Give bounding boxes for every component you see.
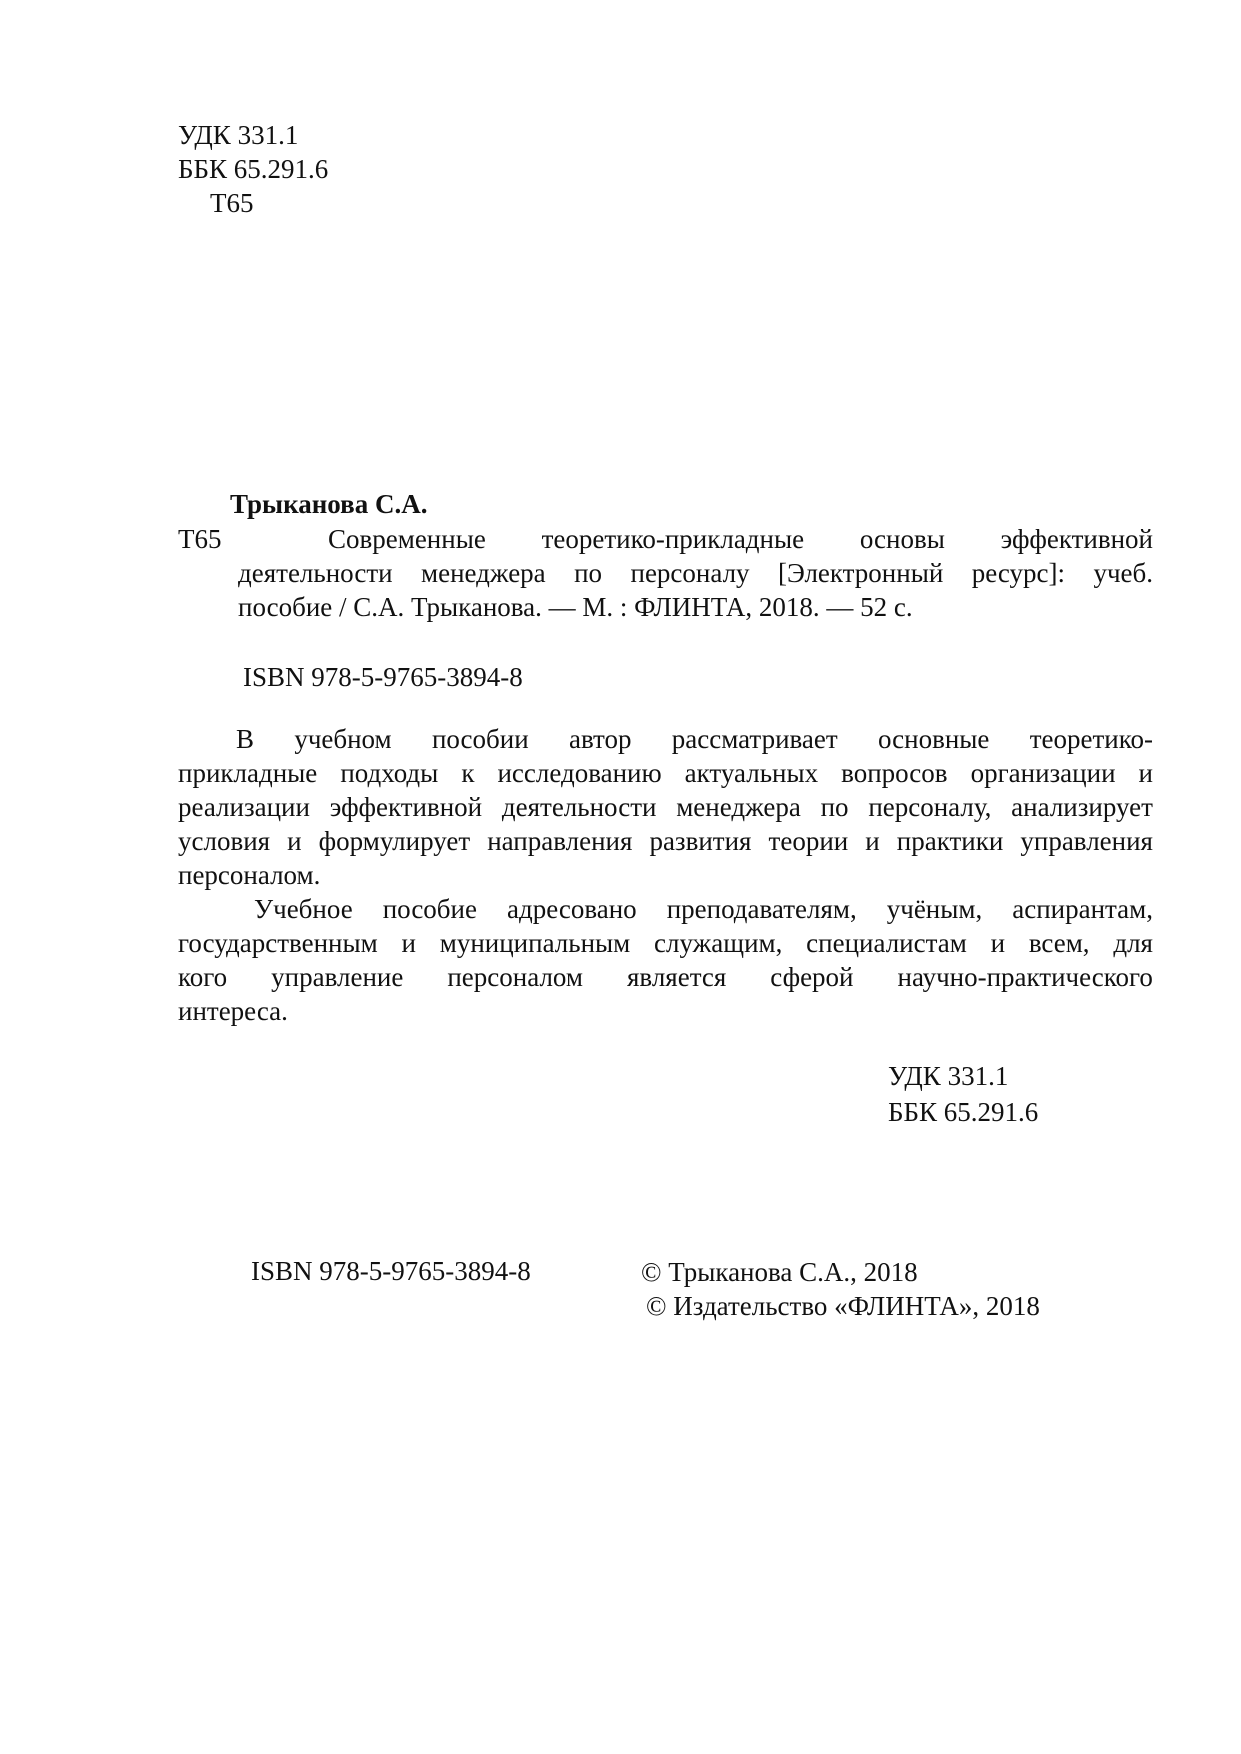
word: управления: [1020, 826, 1153, 856]
word: персоналу,: [868, 792, 992, 822]
word: служащим,: [654, 928, 783, 958]
record-continuation: [238, 556, 1153, 624]
word: и: [287, 826, 302, 856]
word: анализирует: [1011, 792, 1153, 822]
abstract-p2-line-1: [178, 892, 1153, 926]
title-line-1: [328, 522, 1153, 556]
abstract-p2-line-2: [178, 926, 1153, 960]
bibliographic-record: [178, 522, 1153, 624]
word: для: [1113, 928, 1153, 958]
word: является: [627, 962, 727, 992]
title-line-2: [238, 556, 1153, 590]
abstract-p1-line-4: [178, 824, 1153, 858]
footer-classification-codes: [888, 1058, 1038, 1130]
word: государственным: [178, 928, 378, 958]
word: эффективной: [329, 792, 483, 822]
word: по: [820, 792, 849, 822]
word: Современные: [328, 524, 486, 554]
word: менеджера: [421, 558, 546, 588]
author-heading: Трыканова С.А.: [230, 489, 428, 519]
word: к: [461, 758, 475, 788]
word: учёным,: [886, 894, 983, 924]
abstract-p2-last-line: интереса.: [178, 996, 288, 1026]
abstract-p1-last-line: персоналом.: [178, 860, 321, 890]
word: формулирует: [318, 826, 471, 856]
word: основы: [859, 524, 945, 554]
word: теории: [768, 826, 849, 856]
bbk-code: ББК 65.291.6: [888, 1097, 1039, 1127]
word: сферой: [770, 962, 854, 992]
abstract-p1-line-2: [178, 756, 1153, 790]
word: преподавателям,: [666, 894, 857, 924]
copyright-publisher: © Издательство «ФЛИНТА», 2018: [646, 1291, 1040, 1321]
word: по: [574, 558, 603, 588]
title-line-3: пособие / С.А. Трыканова. — М. : ФЛИНТА, 2018. — 52 с.: [238, 592, 913, 622]
word: деятельности: [501, 792, 657, 822]
word: учебном: [294, 724, 392, 754]
word: В: [236, 724, 255, 754]
word: автор: [568, 724, 632, 754]
word: реализации: [178, 792, 310, 822]
word: прикладные: [178, 758, 318, 788]
word: муниципальным: [439, 928, 631, 958]
bbk-code: ББК 65.291.6: [178, 154, 329, 184]
word: менеджера: [676, 792, 801, 822]
word: направления: [487, 826, 633, 856]
word: [Электронный: [778, 558, 944, 588]
word: кого: [178, 962, 228, 992]
word: учеб.: [1093, 558, 1153, 588]
word: Учебное: [254, 894, 353, 924]
word: персоналу: [630, 558, 750, 588]
word: пособие: [382, 894, 477, 924]
abstract-p1-line-1: [178, 722, 1153, 756]
word: и: [401, 928, 416, 958]
word: актуальных: [684, 758, 819, 788]
word: и: [865, 826, 880, 856]
word: аспирантам,: [1012, 894, 1153, 924]
author-mark: Т65: [210, 188, 254, 218]
word: всем,: [1028, 928, 1090, 958]
word: эффективной: [1000, 524, 1153, 554]
copyright-block: [641, 1255, 1040, 1323]
word: вопросов: [841, 758, 948, 788]
word: рассматривает: [671, 724, 838, 754]
word: исследованию: [497, 758, 662, 788]
copyright-author: © Трыканова С.А., 2018: [641, 1257, 918, 1287]
abstract-p2-line-3: [178, 960, 1153, 994]
word: персоналом: [447, 962, 583, 992]
word: основные: [877, 724, 990, 754]
word: адресовано: [507, 894, 637, 924]
word: развития: [649, 826, 752, 856]
word: ресурс]:: [971, 558, 1065, 588]
word: управление: [271, 962, 404, 992]
word: и: [990, 928, 1006, 958]
word: деятельности: [238, 558, 393, 588]
word: специалистам: [806, 928, 967, 958]
word: практики: [896, 826, 1004, 856]
imprint-isbn: ISBN 978-5-9765-3894-8: [251, 1256, 531, 1286]
abstract-p1-line-3: [178, 790, 1153, 824]
word: организации: [970, 758, 1116, 788]
word: теоретико-прикладные: [541, 524, 805, 554]
record-isbn: ISBN 978-5-9765-3894-8: [243, 662, 523, 692]
udk-code: УДК 331.1: [888, 1061, 1009, 1091]
word: условия: [178, 826, 271, 856]
abstract: [178, 722, 1153, 1028]
word: теоретико-: [1029, 724, 1153, 754]
word: научно-практического: [897, 962, 1153, 992]
word: пособии: [431, 724, 529, 754]
record-first-line: [178, 522, 1153, 556]
word: и: [1138, 758, 1153, 788]
udk-code: УДК 331.1: [178, 120, 299, 150]
top-classification-codes: [178, 118, 328, 220]
record-mark: Т65: [178, 524, 222, 554]
word: подходы: [340, 758, 439, 788]
